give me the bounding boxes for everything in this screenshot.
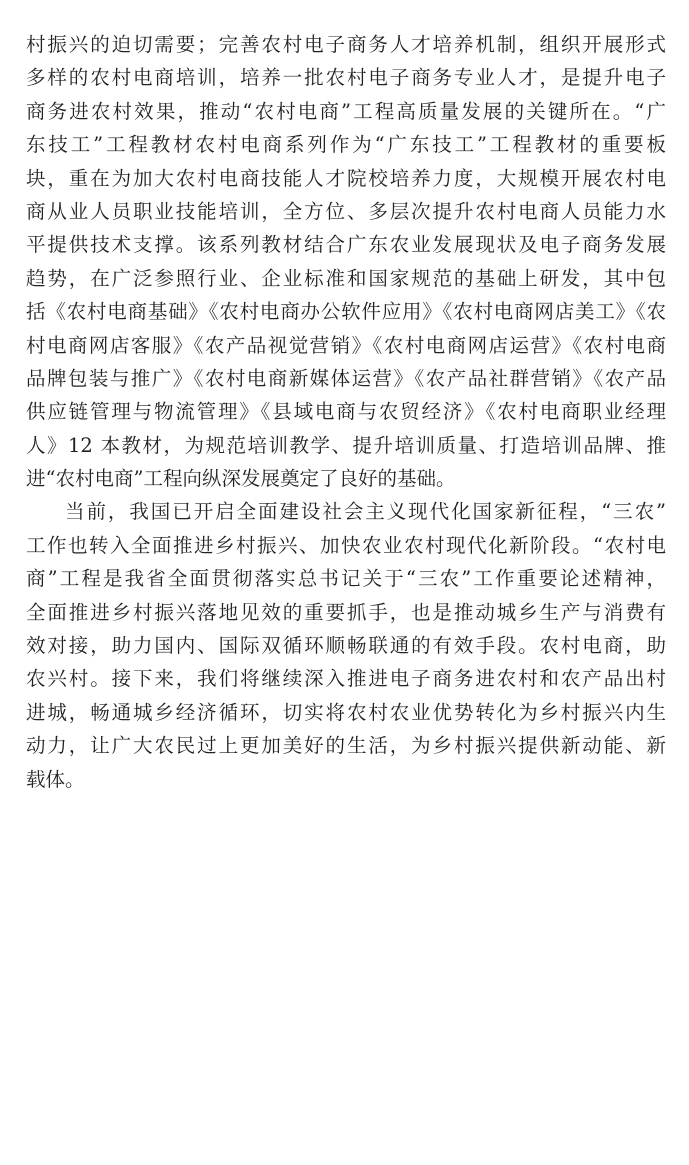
paragraph-1	[26, 28, 666, 495]
text-line: 工作也转入全面推进乡村振兴、加快农业农村现代化新阶段。“农村电	[26, 533, 666, 557]
text-line: 商从业人员职业技能培训，全方位、多层次提升农村电商人员能力水	[26, 199, 666, 223]
text-line: 人》12 本教材，为规范培训教学、提升培训质量、打造培训品牌、推	[26, 433, 666, 457]
text-line: 品牌包装与推广》《农村电商新媒体运营》《农产品社群营销》《农产品	[26, 366, 666, 390]
text-line: 农兴村。接下来，我们将继续深入推进电子商务进农村和农产品出村	[26, 667, 666, 691]
text-line: 平提供技术支撑。该系列教材结合广东农业发展现状及电子商务发展	[26, 233, 666, 257]
text-line: 供应链管理与物流管理》《县域电商与农贸经济》《农村电商职业经理	[26, 400, 666, 424]
text-line: 括《农村电商基础》《农村电商办公软件应用》《农村电商网店美工》《农	[26, 300, 666, 324]
text-line: 载体。	[26, 767, 85, 791]
text-line: 进“农村电商”工程向纵深发展奠定了良好的基础。	[26, 467, 456, 491]
text-line: 动力，让广大农民过上更加美好的生活，为乡村振兴提供新动能、新	[26, 734, 666, 758]
text-line: 东技工”工程教材农村电商系列作为“广东技工”工程教材的重要板	[26, 133, 666, 157]
text-line: 村电商网店客服》《农产品视觉营销》《农村电商网店运营》《农村电商	[26, 333, 666, 357]
body-text	[26, 28, 666, 796]
text-line: 趋势，在广泛参照行业、企业标准和国家规范的基础上研发，其中包	[26, 266, 666, 290]
paragraph-2	[26, 495, 666, 796]
text-line: 效对接，助力国内、国际双循环顺畅联通的有效手段。农村电商，助	[26, 634, 666, 658]
text-line: 块，重在为加大农村电商技能人才院校培养力度，大规模开展农村电	[26, 166, 666, 190]
text-line: 商”工程是我省全面贯彻落实总书记关于“三农”工作重要论述精神，	[26, 567, 666, 591]
text-line: 多样的农村电商培训，培养一批农村电子商务专业人才，是提升电子	[26, 66, 666, 90]
text-line: 当前，我国已开启全面建设社会主义现代化国家新征程，“三农”	[65, 500, 666, 524]
text-line: 全面推进乡村振兴落地见效的重要抓手，也是推动城乡生产与消费有	[26, 600, 666, 624]
text-line: 商务进农村效果，推动“农村电商”工程高质量发展的关键所在。“广	[26, 99, 666, 123]
text-line: 进城，畅通城乡经济循环，切实将农村农业优势转化为乡村振兴内生	[26, 700, 666, 724]
text-line: 村振兴的迫切需要；完善农村电子商务人才培养机制，组织开展形式	[26, 33, 666, 56]
